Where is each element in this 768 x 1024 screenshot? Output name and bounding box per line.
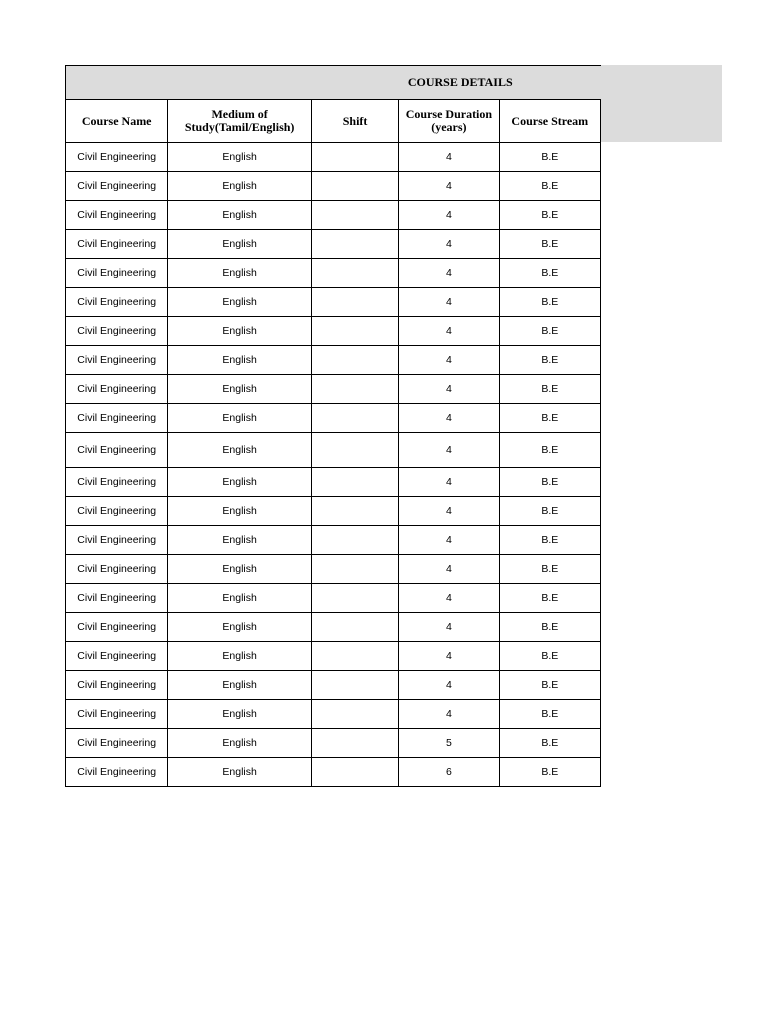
cell-stream: B.E [499,317,600,346]
cell-shift [311,172,398,201]
cell-stream: B.E [499,642,600,671]
cell-course-name: Civil Engineering [66,642,168,671]
cell-medium: English [168,317,312,346]
cell-stream: B.E [499,230,600,259]
header-medium [168,100,312,143]
table-row [66,201,601,230]
cell-shift [311,404,398,433]
table-row [66,143,601,172]
cell-duration: 4 [399,172,499,201]
table-row [66,468,601,497]
cell-stream: B.E [499,288,600,317]
cell-shift [311,758,398,787]
cell-duration: 4 [399,584,499,613]
cell-course-name: Civil Engineering [66,613,168,642]
cell-medium: English [168,230,312,259]
cell-stream: B.E [499,433,600,468]
cell-course-name: Civil Engineering [66,497,168,526]
cell-shift [311,729,398,758]
cell-course-name: Civil Engineering [66,433,168,468]
cell-stream: B.E [499,526,600,555]
header-shift: Shift [311,100,398,143]
cell-medium: English [168,143,312,172]
cell-course-name: Civil Engineering [66,317,168,346]
cell-course-name: Civil Engineering [66,375,168,404]
cell-course-name: Civil Engineering [66,526,168,555]
cell-stream: B.E [499,172,600,201]
table-row [66,288,601,317]
cell-stream: B.E [499,346,600,375]
cell-stream: B.E [499,700,600,729]
cell-course-name: Civil Engineering [66,758,168,787]
cell-medium: English [168,584,312,613]
cell-duration: 4 [399,143,499,172]
cell-shift [311,526,398,555]
cell-shift [311,642,398,671]
cell-stream: B.E [499,584,600,613]
cell-medium: English [168,758,312,787]
table-row [66,671,601,700]
cell-shift [311,201,398,230]
cell-shift [311,555,398,584]
cell-course-name: Civil Engineering [66,700,168,729]
table-body [66,143,601,787]
cell-duration: 4 [399,642,499,671]
cell-course-name: Civil Engineering [66,259,168,288]
cell-medium: English [168,259,312,288]
header-medium-line1: Medium of [211,107,268,121]
cell-shift [311,346,398,375]
cell-stream: B.E [499,259,600,288]
cell-course-name: Civil Engineering [66,671,168,700]
cell-shift [311,497,398,526]
cell-duration: 4 [399,404,499,433]
cell-shift [311,613,398,642]
cell-medium: English [168,468,312,497]
cell-course-name: Civil Engineering [66,143,168,172]
cell-medium: English [168,555,312,584]
table-row [66,613,601,642]
table-row [66,497,601,526]
cell-duration: 4 [399,346,499,375]
cell-duration: 5 [399,729,499,758]
cell-medium: English [168,729,312,758]
cell-stream: B.E [499,468,600,497]
cell-course-name: Civil Engineering [66,584,168,613]
cell-duration: 6 [399,758,499,787]
cell-medium: English [168,201,312,230]
cell-duration: 4 [399,230,499,259]
table-title-row [66,66,601,100]
table-row [66,375,601,404]
cell-medium: English [168,671,312,700]
table-row [66,230,601,259]
cell-shift [311,143,398,172]
cell-course-name: Civil Engineering [66,172,168,201]
cell-duration: 4 [399,259,499,288]
cell-stream: B.E [499,404,600,433]
table-row [66,526,601,555]
cell-course-name: Civil Engineering [66,404,168,433]
cell-course-name: Civil Engineering [66,288,168,317]
cell-medium: English [168,642,312,671]
table-header-row [66,100,601,143]
cell-course-name: Civil Engineering [66,555,168,584]
cell-shift [311,317,398,346]
table-row [66,433,601,468]
cell-medium: English [168,433,312,468]
header-stream: Course Stream [499,100,600,143]
cell-stream: B.E [499,497,600,526]
table-row [66,642,601,671]
table-row [66,700,601,729]
header-medium-line2: Study(Tamil/English) [184,120,295,134]
cell-shift [311,584,398,613]
cell-stream: B.E [499,758,600,787]
header-duration [399,100,499,143]
table-row [66,259,601,288]
cell-medium: English [168,404,312,433]
cell-course-name: Civil Engineering [66,201,168,230]
table-row [66,172,601,201]
cell-shift [311,259,398,288]
table-row [66,584,601,613]
header-duration-line2: (years) [431,120,467,134]
cell-medium: English [168,375,312,404]
cell-course-name: Civil Engineering [66,729,168,758]
cell-duration: 4 [399,700,499,729]
cell-stream: B.E [499,201,600,230]
cell-medium: English [168,526,312,555]
table-row [66,758,601,787]
course-details-table-wrap [65,65,601,787]
table-row [66,346,601,375]
header-course-name: Course Name [66,100,168,143]
cell-shift [311,288,398,317]
cell-duration: 4 [399,555,499,584]
cell-course-name: Civil Engineering [66,346,168,375]
cell-stream: B.E [499,671,600,700]
cell-medium: English [168,172,312,201]
cell-duration: 4 [399,468,499,497]
cell-shift [311,433,398,468]
header-duration-line1: Course Duration [405,107,493,121]
cell-duration: 4 [399,317,499,346]
cell-stream: B.E [499,375,600,404]
cell-shift [311,468,398,497]
cell-medium: English [168,288,312,317]
cell-stream: B.E [499,613,600,642]
cell-shift [311,230,398,259]
cell-shift [311,700,398,729]
cell-medium: English [168,346,312,375]
table-row [66,729,601,758]
cell-stream: B.E [499,143,600,172]
table-row [66,404,601,433]
cell-duration: 4 [399,375,499,404]
cell-medium: English [168,700,312,729]
cell-duration: 4 [399,497,499,526]
cell-duration: 4 [399,201,499,230]
course-details-table [65,65,601,787]
table-title-text: COURSE DETAILS [407,75,513,89]
cell-duration: 4 [399,433,499,468]
cell-shift [311,671,398,700]
table-row [66,317,601,346]
cell-stream: B.E [499,729,600,758]
cell-medium: English [168,613,312,642]
cell-medium: English [168,497,312,526]
cell-stream: B.E [499,555,600,584]
cell-duration: 4 [399,288,499,317]
cell-course-name: Civil Engineering [66,230,168,259]
cell-course-name: Civil Engineering [66,468,168,497]
table-row [66,555,601,584]
table-title [66,66,601,100]
cell-duration: 4 [399,671,499,700]
cell-shift [311,375,398,404]
cell-duration: 4 [399,526,499,555]
cell-duration: 4 [399,613,499,642]
